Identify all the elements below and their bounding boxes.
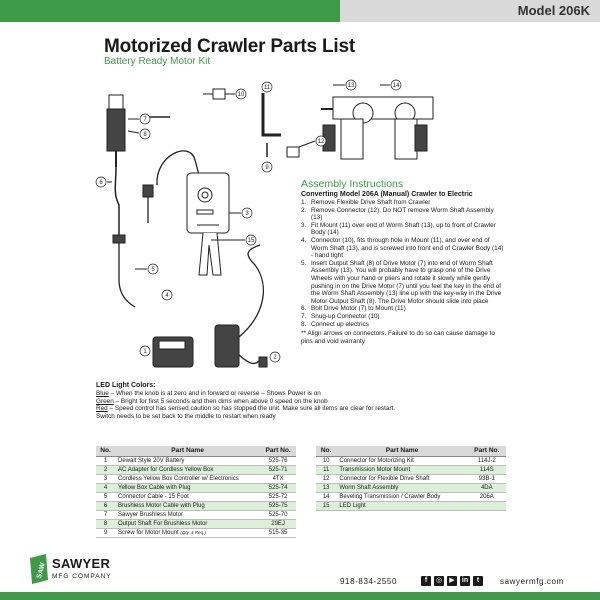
callout-13 [346,80,356,90]
assembly-step: 5. Insert Output Shaft (8) of Drive Motor (7) into end of Worm Shaft Assembly (13). You will probably have to grasp one of the Drive Wheels with your hand or pliers and rotate it slowly while gently pushing in on the Drive Motor (7) until you feel the key in the end of the Worm Shaft Assembly (13) line up with the key-way in the Drive Motor Output Shaft (8). The Drive Motor should slide into place [301,259,502,305]
instagram-icon[interactable]: ◎ [435,577,443,584]
page-title: Motorized Crawler Parts List [104,36,355,57]
svg-text:8: 8 [143,132,147,138]
svg-text:5: 5 [151,267,155,273]
svg-text:SAW: SAW [35,562,47,580]
callout-3 [242,208,252,218]
parts-table-left [96,446,296,538]
phone-number: 918-834-2550 [340,577,398,586]
assembly-step: 1. Remove Flexible Drive Shaft from Crawler [301,199,431,206]
callout-15 [246,235,256,245]
assembly-step: 6. Bolt Drive Motor (7) to Mount (11) [301,305,406,313]
parts-table-right [316,446,506,511]
table-row: 7 Sawyer Brushless Motor 525-70 [96,510,296,519]
youtube-icon[interactable]: ▶ [447,576,457,586]
callout-6 [96,177,106,187]
column-header-part-no: Part No. [468,446,506,456]
callout-2 [270,352,280,362]
model-label: Model 206K [517,3,590,18]
led-line-blue: Blue – When the knob is at zero and in forward or reverse – Shows Power is on [96,390,321,397]
assembly-step: 8. Connect up electrics [301,320,369,328]
svg-text:4: 4 [165,293,169,299]
table-row: 13 Worm Shaft Assembly 4DA [316,483,506,492]
svg-text:6: 6 [99,180,103,186]
svg-text:10: 10 [237,92,245,98]
callout-10 [236,89,246,99]
table-row: 3 Cordless Yellow Box Controller w/ Electronics 4TX [96,474,296,483]
svg-text:13: 13 [347,83,355,89]
table-row: 2 AC Adapter for Cordless Yellow Box 525-71 [96,465,296,474]
led-colors [96,381,536,420]
table-row: 10 Connector for Motorizing Kit 114J-2 [316,456,506,465]
column-header-no: No. [96,446,115,456]
callout-1 [140,346,150,356]
table-row: 1 Dewalt Style 20V Battery 525-76 [96,456,296,465]
brushless-motor [107,109,125,151]
assembly-instructions [301,178,506,345]
table-header-row [316,446,506,456]
assembly-note: ** Align arrows on connectors. Failure to do so can cause damage to pins and void warranty [301,330,495,345]
header-green-bar [0,0,340,22]
callout-4 [162,290,172,300]
table-row: 12 Connector for Flexible Drive Shaft 93B-1 [316,474,506,483]
callout-8 [140,129,150,139]
table-header-row [96,446,296,456]
svg-text:2: 2 [273,355,277,361]
led-heading: LED Light Colors: [96,382,156,389]
assembly-step: 2. Remove Connector (12). Do NOT remove Worm Shaft Assembly (13) [301,206,494,222]
assembly-step: 3. Fit Mount (11) over end of Worm Shaft (13), up to front of Crawler Body (14) [301,221,496,237]
table-row: 6 Brushless Motor Cable with Plug 525-75 [96,501,296,510]
svg-text:9: 9 [265,165,269,171]
table-row: 15 LED Light [316,501,506,510]
svg-text:14: 14 [392,83,400,89]
brand-name: SAWYER [52,556,111,571]
assembly-step: 7. Snug-up Connector (10) [301,312,380,320]
callout-9 [262,162,272,172]
svg-text:3: 3 [245,211,249,217]
column-header-part-no: Part No. [260,446,296,456]
led-line-red: Red – Speed control has sensed caution so has stopped the unit. Make sure all items are clear for restart. [96,405,396,413]
column-header-no: No. [316,446,336,456]
website-link[interactable]: sawyermfg.com [500,577,564,586]
brand-subtitle: MFG COMPANY [52,573,112,580]
led-line-restart: Switch needs to be set back to the middle to restart when ready [96,412,276,420]
svg-text:15: 15 [247,238,255,244]
linkedin-icon[interactable]: in [461,577,469,584]
assembly-subheading: Converting Model 206A (Manual) Crawler to Electric [301,191,473,198]
motor-head [109,95,123,109]
social-icons [421,576,483,586]
callout-14 [391,80,401,90]
column-header-part-name: Part Name [336,446,467,456]
column-header-part-name: Part Name [115,446,260,456]
assembly-step: 4. Connector (10), fits through hole in Mount (11), and over end of Worm Shaft (13), and is screwed into front end of Crawler Body (14) - hand tight [301,236,504,260]
twitter-icon[interactable]: t [473,576,483,586]
table-row: 8 Output Shaft For Brushless Motor 29EJ [96,519,296,528]
table-row: 14 Beveling Transmission / Crawler Body 206A [316,492,506,501]
callout-11 [262,82,272,92]
table-row: 4 Yellow Box Cable with Plug 525-74 [96,483,296,492]
footer-green-bar [0,592,600,600]
callout-7 [140,114,150,124]
callout-5 [148,264,158,274]
table-row: 9 Screw for Motor Mount (Qty. 4 Req.) 515-35 [96,528,296,537]
assembly-heading: Assembly Instructions [301,178,404,190]
facebook-icon[interactable]: f [421,576,431,586]
table-row: 11 Transmission Motor Mount 114S [316,465,506,474]
quantity-note: (Qty. 4 Req.) [180,529,206,535]
table-row: 5 Connector Cable - 15 Foot 525-72 [96,492,296,501]
led-line-green: Green – Bright for first 5 seconds and then dims when above 0 speed on the knob [96,397,328,405]
svg-text:1: 1 [143,349,147,355]
assembly-steps [301,199,506,328]
svg-text:11: 11 [263,85,271,91]
svg-text:7: 7 [143,117,147,123]
callout-12 [316,136,326,146]
svg-text:12: 12 [317,139,325,145]
page-subtitle: Battery Ready Motor Kit [104,56,211,67]
